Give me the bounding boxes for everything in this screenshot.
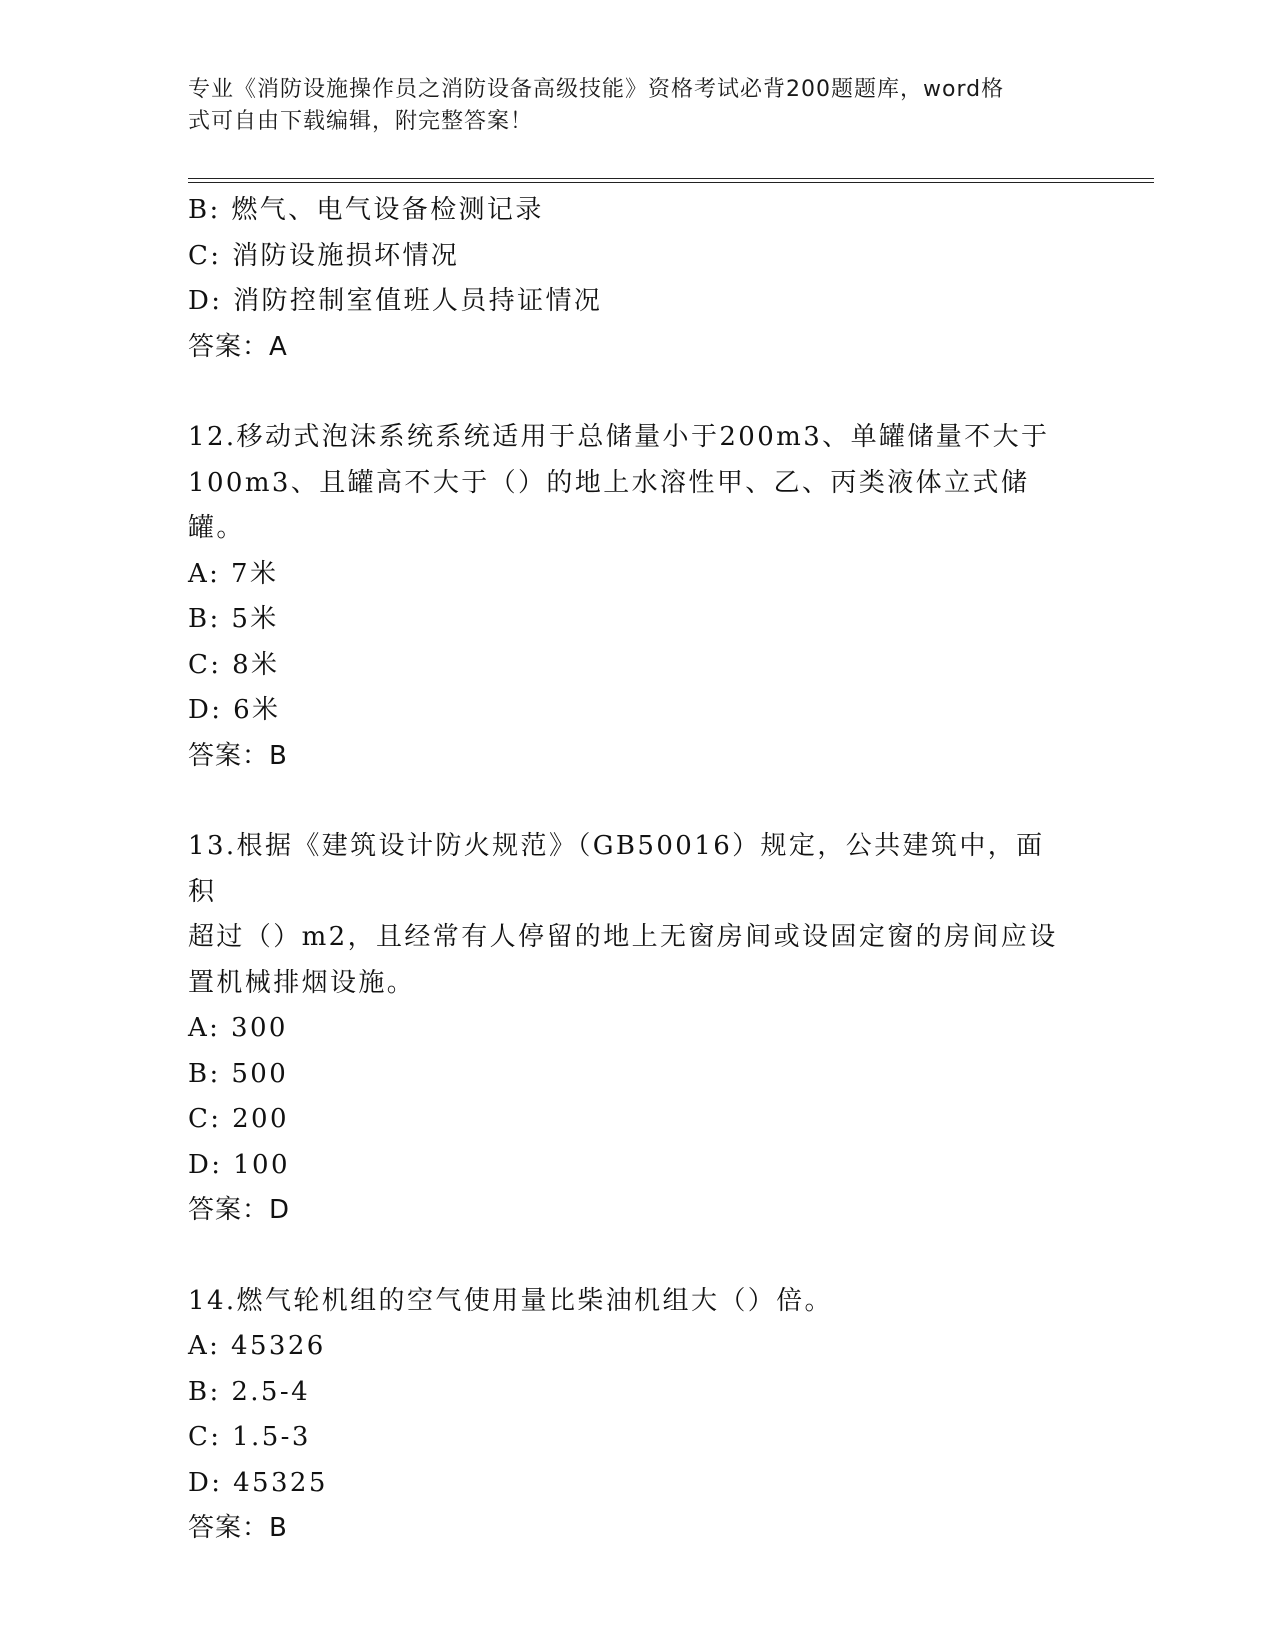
document-header xyxy=(188,74,1068,138)
question-text xyxy=(188,415,1058,552)
question-text-line: 13.根据《建筑设计防火规范》（GB50016）规定，公共建筑中，面积 xyxy=(188,831,1045,907)
option-c: C: 1.5-3 xyxy=(188,1422,311,1452)
option-d: D: 45325 xyxy=(188,1467,328,1498)
option-a: A: 7米 xyxy=(188,558,279,589)
option-a: A: 45326 xyxy=(188,1331,326,1361)
option-b: B: 5米 xyxy=(188,604,279,634)
spacer xyxy=(188,1234,1078,1279)
answer: 答案：D xyxy=(188,1195,291,1225)
option-d: D: 100 xyxy=(188,1149,290,1180)
question-text-line: 置机械排烟设施。 xyxy=(188,967,416,998)
option-d: D: 消防控制室值班人员持证情况 xyxy=(188,286,603,316)
spacer xyxy=(188,779,1078,824)
question-list xyxy=(188,188,1078,1552)
option-c: C: 8米 xyxy=(188,649,280,680)
question-text-line: 超过（）m2，且经常有人停留的地上无窗房间或设固定窗的房间应设 xyxy=(188,922,1058,952)
answer: 答案：B xyxy=(188,740,288,771)
answer: 答案：B xyxy=(188,1513,288,1543)
question-11-continued xyxy=(188,188,1078,370)
answer: 答案：A xyxy=(188,331,288,362)
header-line-1: 专业《消防设施操作员之消防设备高级技能》资格考试必背200题题库，word格 xyxy=(188,77,1005,102)
question-text-line: 14.燃气轮机组的空气使用量比柴油机组大（）倍。 xyxy=(188,1285,833,1316)
option-a: A: 300 xyxy=(188,1013,288,1043)
spacer xyxy=(188,370,1078,415)
question-13 xyxy=(188,824,1078,1234)
option-b: B: 2.5-4 xyxy=(188,1376,311,1407)
option-c: C: 200 xyxy=(188,1104,289,1134)
header-divider xyxy=(188,178,1154,183)
question-text-line: 100m3、且罐高不大于（）的地上水溶性甲、乙、丙类液体立式储罐。 xyxy=(188,467,1030,543)
question-text-line: 12.移动式泡沫系统系统适用于总储量小于200m3、单罐储量不大于 xyxy=(188,422,1050,452)
question-text xyxy=(188,824,1058,1006)
question-text xyxy=(188,1279,1058,1325)
option-d: D: 6米 xyxy=(188,695,281,725)
header-line-2: 式可自由下载编辑，附完整答案！ xyxy=(188,109,534,134)
option-b: B: 燃气、电气设备检测记录 xyxy=(188,195,544,225)
option-b: B: 500 xyxy=(188,1058,289,1089)
option-c: C: 消防设施损坏情况 xyxy=(188,240,460,271)
question-12 xyxy=(188,415,1078,779)
question-14 xyxy=(188,1279,1078,1552)
